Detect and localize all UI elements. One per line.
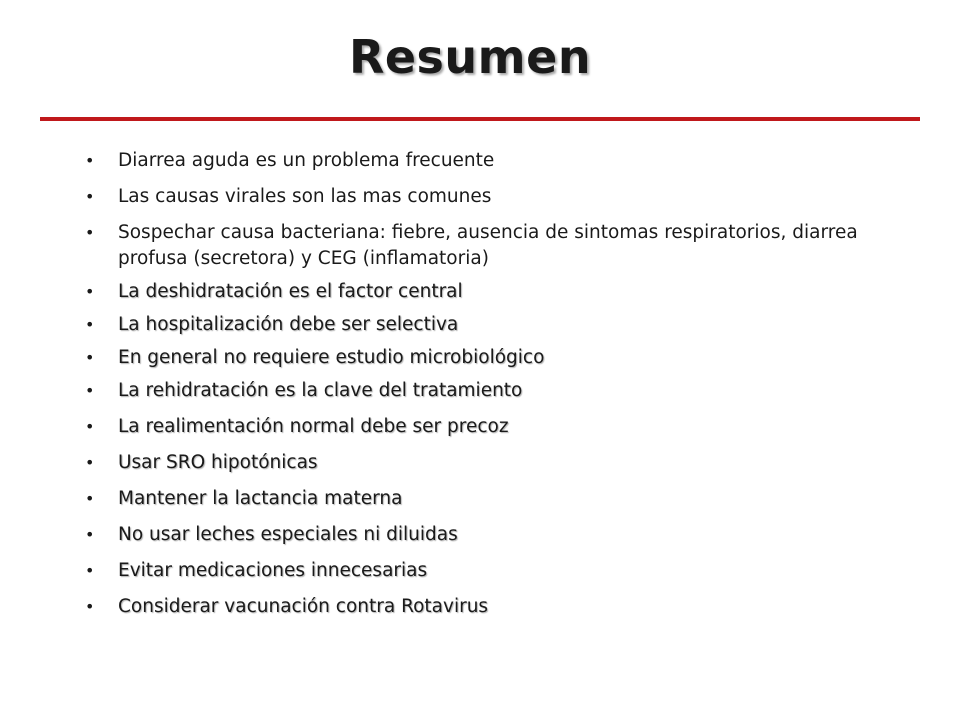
list-item [85,558,925,584]
list-item [85,450,925,476]
bullet-icon: • [85,417,95,436]
slide-title: Resumen [348,30,592,84]
bullet-icon: • [85,187,95,206]
bullet-text: Usar SRO hipotónicas [118,452,318,473]
list-item [85,148,925,174]
list-item [85,594,925,620]
bullet-icon: • [85,348,95,367]
list-item [85,279,925,305]
bullet-text: La hospitalización debe ser selectiva [118,314,459,335]
bullet-text: Evitar medicaciones innecesarias [118,560,428,581]
list-item [85,378,925,404]
list-item [85,345,925,371]
list-item [85,414,925,440]
bullet-icon: • [85,453,95,472]
bullet-text: Sospechar causa bacteriana: fiebre, ausencia de sintomas respiratorios, diarrea profusa (secretora) y CEG (inflamatoria) [118,222,858,269]
bullet-text: Mantener la lactancia materna [118,488,403,509]
bullet-icon: • [85,315,95,334]
list-item [85,184,925,210]
bullet-list [85,148,925,630]
bullet-icon: • [85,151,95,170]
list-item [85,312,925,338]
bullet-text: Las causas virales son las mas comunes [118,186,492,207]
bullet-text: Considerar vacunación contra Rotavirus [118,596,489,617]
list-item [85,522,925,548]
bullet-icon: • [85,223,95,242]
bullet-icon: • [85,597,95,616]
bullet-icon: • [85,381,95,400]
list-item [85,486,925,512]
title-divider [40,117,920,121]
bullet-icon: • [85,561,95,580]
bullet-text: La realimentación normal debe ser precoz [118,416,509,437]
bullet-text: No usar leches especiales ni diluidas [118,524,458,545]
bullet-text: Diarrea aguda es un problema frecuente [118,150,495,171]
bullet-text: En general no requiere estudio microbiológico [118,347,545,368]
bullet-icon: • [85,525,95,544]
bullet-icon: • [85,282,95,301]
bullet-text: La rehidratación es la clave del tratamiento [118,380,523,401]
bullet-text: La deshidratación es el factor central [118,281,463,302]
bullet-icon: • [85,489,95,508]
list-item [85,220,925,272]
